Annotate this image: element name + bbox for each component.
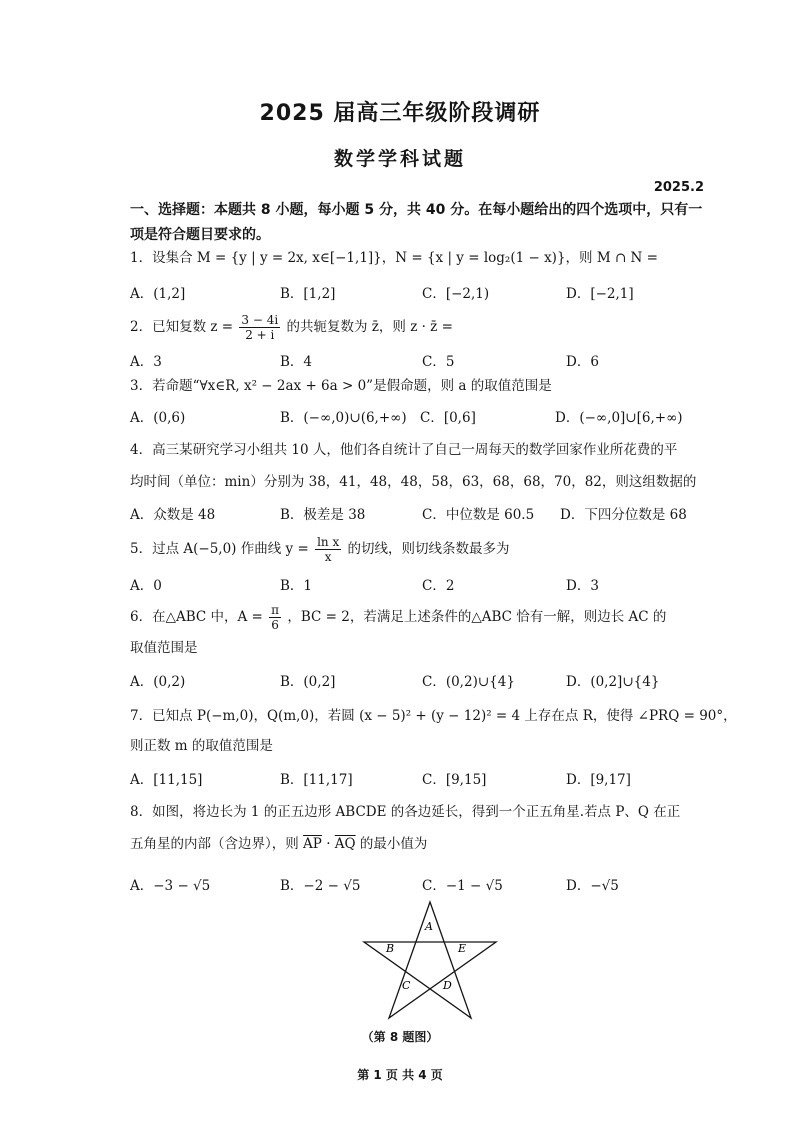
option-a: A．(1,2] xyxy=(130,286,186,302)
question-4-line-1: 4．高三某研究学习小组共 10 人，他们各自统计了自己一周每天的数学回家作业所花费的平 xyxy=(130,442,678,458)
question-6-suffix: ，BC = 2，若满足上述条件的△ABC 恰有一解，则边长 AC 的 xyxy=(287,609,667,625)
section-heading: 一、选择题：本题共 8 小题，每小题 5 分，共 40 分。在每小题给出的四个选项中，只有一项是符合题目要求的。 xyxy=(130,202,703,243)
question-8-prefix: 五角星的内部（含边界），则 xyxy=(130,836,299,852)
question-5-suffix: 的切线，则切线条数最多为 xyxy=(347,541,510,557)
question-6-line-2: 取值范围是 xyxy=(130,640,198,656)
option-a: A．(0,6) xyxy=(130,410,186,426)
question-2-stem xyxy=(130,310,730,344)
question-8-line-2 xyxy=(130,834,730,854)
question-4-options xyxy=(130,503,730,523)
option-d: D．3 xyxy=(566,578,599,594)
question-5-options xyxy=(130,574,730,594)
vertex-label-b: B xyxy=(386,942,395,955)
question-2-fraction xyxy=(239,313,280,342)
option-d: D．下四分位数是 68 xyxy=(560,507,687,523)
question-8-options xyxy=(130,874,730,894)
option-c: C．中位数是 60.5 xyxy=(422,507,535,523)
question-3-options xyxy=(130,406,730,426)
question-5-stem xyxy=(130,532,730,566)
question-2-options xyxy=(130,350,730,370)
option-b: B．(0,2] xyxy=(280,674,336,690)
question-7-line-1: 7．已知点 P(−m,0)，Q(m,0)，若圆 (x − 5)² + (y − 12)² = 4 上存在点 R，使得 ∠PRQ = 90°， xyxy=(130,708,737,724)
question-5-prefix: 5．过点 A(−5,0) 作曲线 y = xyxy=(130,541,309,557)
option-b: B．−2 − √5 xyxy=(280,878,361,894)
option-d: D．(0,2]∪{4} xyxy=(566,674,660,690)
option-a: A．(0,2) xyxy=(130,674,186,690)
option-b: B．1 xyxy=(280,578,313,594)
option-b: B．[11,17] xyxy=(280,772,353,788)
page-footer: 第 1 页 共 4 页 xyxy=(357,1068,443,1082)
vertex-label-e: E xyxy=(458,942,467,955)
fraction-numerator: π xyxy=(271,603,280,617)
option-c: C．(0,2)∪{4} xyxy=(422,674,515,690)
question-8-suffix: 的最小值为 xyxy=(359,836,428,852)
option-c: C．[0,6] xyxy=(420,410,476,426)
option-b: B．极差是 38 xyxy=(280,507,366,523)
fraction-numerator: 3 − 4i xyxy=(241,313,279,327)
vertex-label-d: D xyxy=(443,979,452,992)
question-1-options xyxy=(130,282,730,302)
option-c: C．[−2,1) xyxy=(422,286,490,302)
option-d: D．−√5 xyxy=(566,878,619,894)
fraction-numerator: ln x xyxy=(317,535,340,549)
question-6-stem xyxy=(130,600,730,634)
question-7-line-2: 则正数 m 的取值范围是 xyxy=(130,738,273,754)
vertex-label-c: C xyxy=(402,979,411,992)
vector-ap: $\overline{AP}$ xyxy=(303,836,322,852)
fraction-denominator: 6 xyxy=(271,618,279,632)
exam-date: 2025.2 xyxy=(653,180,704,195)
option-c: C．−1 − √5 xyxy=(422,878,503,894)
option-d: D．6 xyxy=(566,354,599,370)
figure-caption: （第 8 题图） xyxy=(361,1030,439,1044)
question-3-stem: 3．若命题“∀x∈R, x² − 2ax + 6a > 0”是假命题，则 a 的取值范围是 xyxy=(130,378,552,394)
question-6-options xyxy=(130,670,730,690)
question-7-options xyxy=(130,768,730,788)
page-title: 2025 届高三年级阶段调研 xyxy=(259,101,541,126)
question-4-line-2: 均时间（单位：min）分别为 38，41，48，48，58，63，68，68，70，82，则这组数据的 xyxy=(130,474,697,490)
option-c: C．2 xyxy=(422,578,455,594)
question-2-suffix: 的共轭复数为 z̄，则 z · z̄ = xyxy=(286,319,453,335)
question-6-fraction xyxy=(269,603,281,632)
fraction-denominator: x xyxy=(324,550,332,564)
vertex-label-a: A xyxy=(425,920,433,933)
option-c: C．5 xyxy=(422,354,455,370)
option-a: A．−3 − √5 xyxy=(130,878,211,894)
question-2-prefix: 2．已知复数 z = xyxy=(130,319,234,335)
option-d: D．[−2,1] xyxy=(566,286,634,302)
page-subtitle: 数学学科试题 xyxy=(333,148,466,170)
question-5-fraction xyxy=(315,535,341,564)
option-d: D．[9,17] xyxy=(566,772,631,788)
option-a: A．[11,15] xyxy=(130,772,203,788)
question-6-prefix: 6．在△ABC 中，A = xyxy=(130,609,263,625)
question-8-line-1: 8．如图，将边长为 1 的正五边形 ABCDE 的各边延长，得到一个正五角星.若点 P、Q 在正 xyxy=(130,804,681,820)
option-c: C．[9,15] xyxy=(422,772,487,788)
question-1-stem: 1．设集合 M = {y | y = 2x, x∈[−1,1]}，N = {x | y = log₂(1 − x)}，则 M ∩ N = xyxy=(130,250,658,266)
vector-aq: $\overline{AQ}$ xyxy=(334,836,356,852)
option-b: B．(−∞,0)∪(6,+∞) xyxy=(280,410,407,426)
option-a: A．众数是 48 xyxy=(130,507,216,523)
option-b: B．4 xyxy=(280,354,313,370)
option-a: A．0 xyxy=(130,578,162,594)
dot-operator: · xyxy=(326,836,331,852)
option-d: D．(−∞,0]∪[6,+∞) xyxy=(555,410,683,426)
fraction-denominator: 2 + i xyxy=(245,328,275,342)
pentagram-figure xyxy=(355,900,505,1020)
option-a: A．3 xyxy=(130,354,162,370)
option-b: B．[1,2] xyxy=(280,286,336,302)
